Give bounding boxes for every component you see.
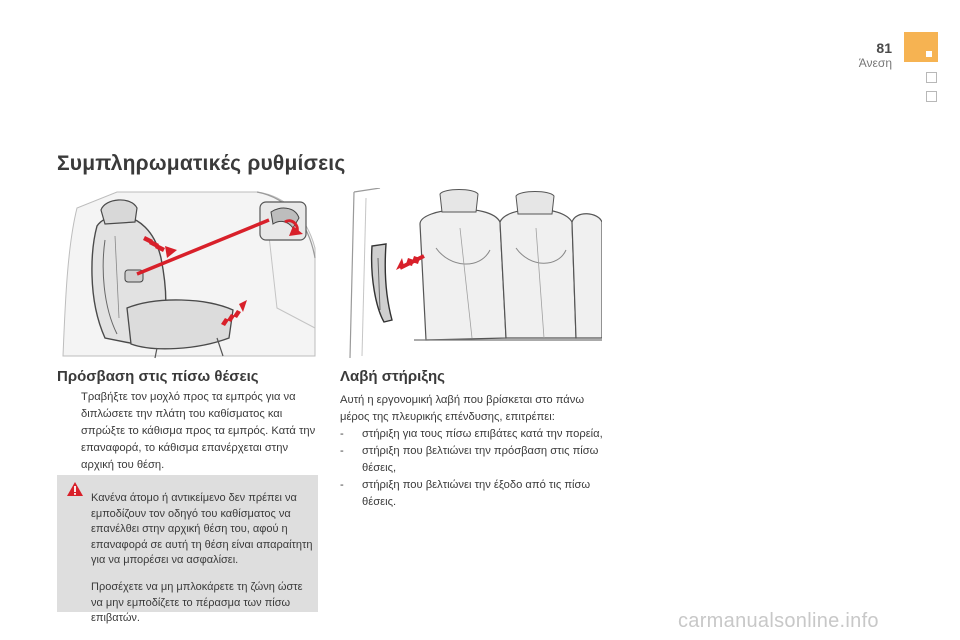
dash-marker: - xyxy=(340,445,344,457)
instruction-text: Τραβήξτε τον μοχλό προς τα εμπρός για να διπλώσετε την πλάτη του καθίσματος και σπρώξτε το κάθισμα προς τα εμπρός. Κατά την επαναφορά, το κάθισμα επανέρχεται στην αρχική του θέση. xyxy=(81,391,316,471)
list-item xyxy=(340,477,610,511)
list-item-text: στήριξη που βελτιώνει την πρόσβαση στις πίσω θέσεις, xyxy=(362,445,599,474)
grab-handle-text xyxy=(340,392,610,511)
dash-marker: - xyxy=(340,428,344,440)
warning-paragraph: Προσέχετε να μη μπλοκάρετε τη ζώνη ώστε να μην εμποδίζετε το πέρασμα των πίσω επιβατών. xyxy=(91,580,303,625)
page-number: 81 xyxy=(876,40,892,56)
list-item xyxy=(340,426,610,443)
rear-seat-handle-illustration xyxy=(340,188,602,360)
dash-marker: - xyxy=(340,479,344,491)
list-item-text: στήριξη που βελτιώνει την έξοδο από τις πίσω θέσεις. xyxy=(362,479,591,508)
grab-handle-intro: Αυτή η εργονομική λαβή που βρίσκεται στο πάνω μέρος της πλευρικής επένδυσης, επιτρέπει: xyxy=(340,394,585,423)
tab-marker xyxy=(926,51,932,57)
grab-handle-heading: Λαβή στήριξης xyxy=(340,368,445,385)
seat-folding-illustration xyxy=(57,188,319,360)
chapter-label: Άνεση xyxy=(858,56,892,70)
warning-icon xyxy=(66,481,84,497)
section-title: Συμπληρωματικές ρυθμίσεις xyxy=(57,152,346,175)
warning-box xyxy=(57,475,318,625)
instruction-item xyxy=(57,389,317,474)
watermark: carmanualsonline.info xyxy=(678,610,879,632)
chapter-tab[interactable] xyxy=(904,32,938,62)
warning-paragraph: Κανένα άτομο ή αντικείμενο δεν πρέπει να εμποδίζουν τον οδηγό του καθίσματος να επανέλθει στην αρχική θέση του, αφού η επαναφορά σε αυτή τη θέση είναι απαραίτητη για να μπορέσει να ασφαλίσει. xyxy=(91,492,313,567)
rear-access-heading: Πρόσβαση στις πίσω θέσεις xyxy=(57,368,259,385)
list-item xyxy=(340,443,610,477)
nav-box-1[interactable] xyxy=(926,72,937,83)
nav-box-2[interactable] xyxy=(926,91,937,102)
warning-text xyxy=(91,480,313,638)
list-item-text: στήριξη για τους πίσω επιβάτες κατά την πορεία, xyxy=(362,428,603,440)
